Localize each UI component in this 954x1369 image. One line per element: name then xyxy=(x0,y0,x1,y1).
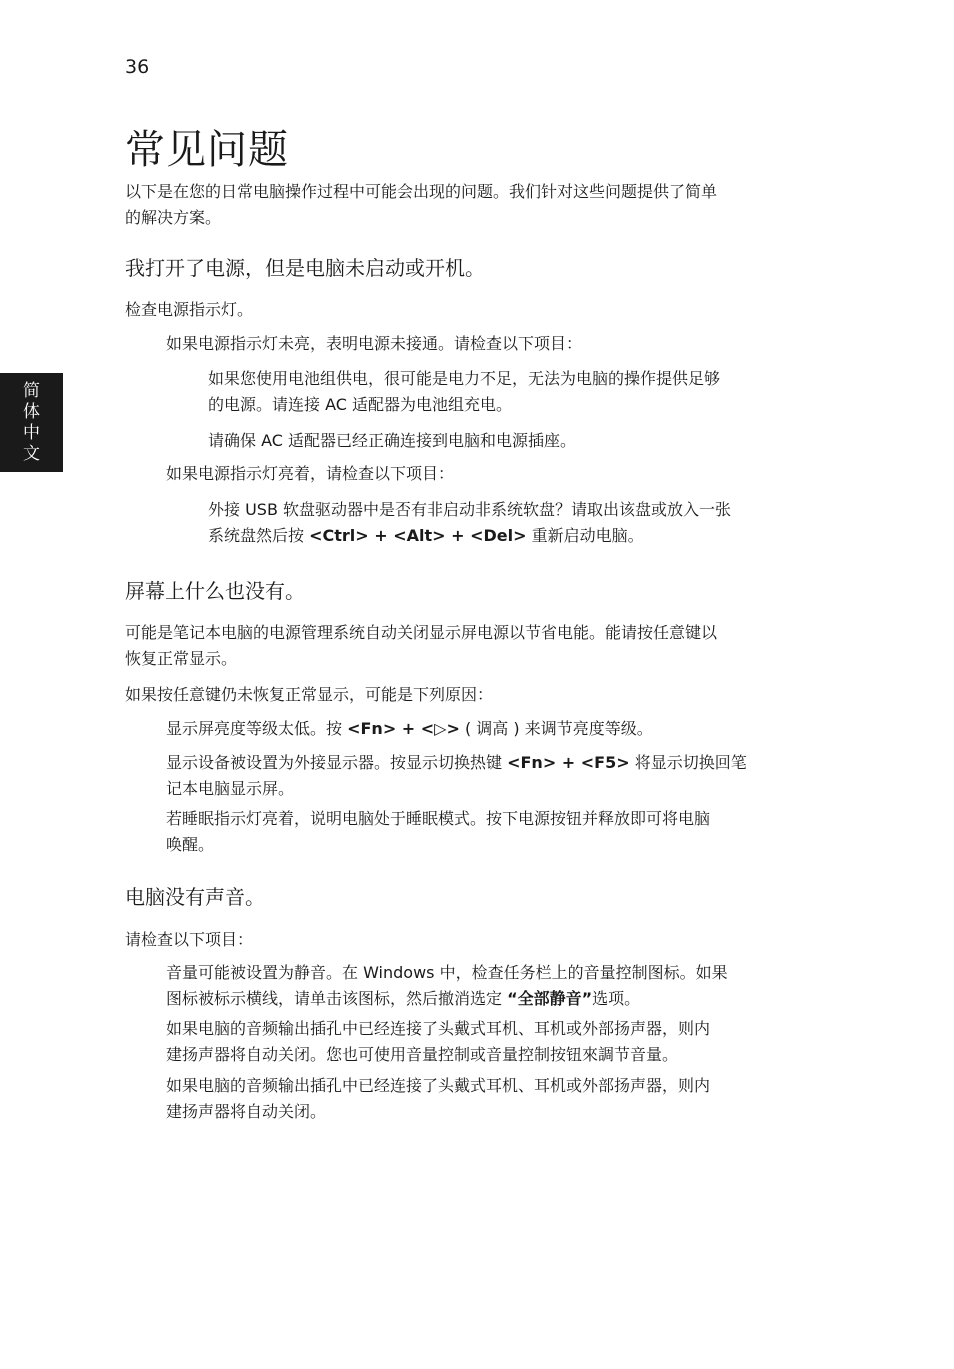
intro-line: 的解决方案。 xyxy=(125,208,222,227)
list-item-external-display xyxy=(166,750,816,802)
page-number: 36 xyxy=(125,56,150,78)
section-heading-blank-screen: 屏幕上什么也没有。 xyxy=(125,579,305,603)
list-item-line: 建扬声器将自动关闭。 xyxy=(166,1102,327,1121)
key-combo: <Fn> + <▷> xyxy=(347,719,460,738)
list-item-line: 音量可能被设置为静音。在 Windows 中，检查任务栏上的音量控制图标。如果 xyxy=(166,963,728,982)
mute-all-label: “全部静音” xyxy=(507,989,593,1008)
power-management-paragraph xyxy=(125,620,815,672)
paragraph-line: 可能是笔记本电脑的电源管理系统自动关闭显示屏电源以节省电能。能请按任意键以 xyxy=(125,623,718,642)
list-item-line: 记本电脑显示屏。 xyxy=(166,779,295,798)
list-item-line: 系统盘然后按 <Ctrl> + <Alt> + <Del> 重新启动电脑。 xyxy=(208,526,644,545)
list-item-line: 如果您使用电池组供电，很可能是电力不足，无法为电脑的操作提供足够 xyxy=(208,369,721,388)
section-heading-no-sound: 电脑没有声音。 xyxy=(125,885,265,909)
intro-line: 以下是在您的日常电脑操作过程中可能会出现的问题。我们针对这些问题提供了简单 xyxy=(125,182,718,201)
list-item-mute xyxy=(166,960,816,1012)
list-item-line: 若睡眠指示灯亮着，说明电脑处于睡眠模式。按下电源按钮并释放即可将电脑 xyxy=(166,809,711,828)
list-item-sleep-mode xyxy=(166,806,816,858)
key-combo: <Fn> + <F5> xyxy=(507,753,630,772)
condition-light-on: 如果电源指示灯亮着，请检查以下项目： xyxy=(166,464,455,483)
list-item-line: 如果电脑的音频输出插孔中已经连接了头戴式耳机、耳机或外部扬声器，则内 xyxy=(166,1019,711,1038)
list-item-headphones xyxy=(166,1073,816,1125)
side-tab-char: 简 xyxy=(23,380,40,401)
check-power-light: 检查电源指示灯。 xyxy=(125,300,254,319)
list-item-line: 如果电脑的音频输出插孔中已经连接了头戴式耳机、耳机或外部扬声器，则内 xyxy=(166,1076,711,1095)
side-tab-char: 文 xyxy=(23,443,40,464)
list-item-battery xyxy=(208,366,816,418)
condition-light-off: 如果电源指示灯未亮，表明电源未接通。请检查以下项目： xyxy=(166,334,583,353)
paragraph-line: 恢复正常显示。 xyxy=(125,649,238,668)
check-items-intro: 请检查以下项目： xyxy=(125,930,254,949)
list-item-line: 唤醒。 xyxy=(166,835,215,854)
list-item-line: 外接 USB 软盘驱动器中是否有非启动非系统软盘？请取出该盘或放入一张 xyxy=(208,500,732,519)
list-item-line: 建扬声器将自动关闭。您也可使用音量控制或音量控制按钮來調节音量。 xyxy=(166,1045,679,1064)
side-tab-char: 中 xyxy=(23,422,40,443)
language-side-tab xyxy=(0,373,63,472)
list-item-brightness: 显示屏亮度等级太低。按 <Fn> + <▷> ( 调高 ) 来调节亮度等级。 xyxy=(166,719,653,738)
key-combo: <Ctrl> + <Alt> + <Del> xyxy=(309,526,527,545)
causes-intro: 如果按任意键仍未恢复正常显示，可能是下列原因： xyxy=(125,685,494,704)
list-item-line: 的电源。请连接 AC 适配器为电池组充电。 xyxy=(208,395,513,414)
list-item-line: 图标被标示横线，请单击该图标，然后撤消选定 “全部静音”选项。 xyxy=(166,989,641,1008)
intro-paragraph xyxy=(125,179,815,231)
list-item-headphones-volume xyxy=(166,1016,816,1068)
list-item-line: 显示设备被设置为外接显示器。按显示切换热键 <Fn> + <F5> 将显示切换回笔 xyxy=(166,753,747,772)
list-item-ac-adapter: 请确保 AC 适配器已经正确连接到电脑和电源插座。 xyxy=(208,431,577,450)
side-tab-char: 体 xyxy=(23,401,40,422)
page-title: 常见问题 xyxy=(125,127,289,173)
section-heading-power: 我打开了电源，但是电脑未启动或开机。 xyxy=(125,256,485,280)
list-item-floppy xyxy=(208,497,816,549)
